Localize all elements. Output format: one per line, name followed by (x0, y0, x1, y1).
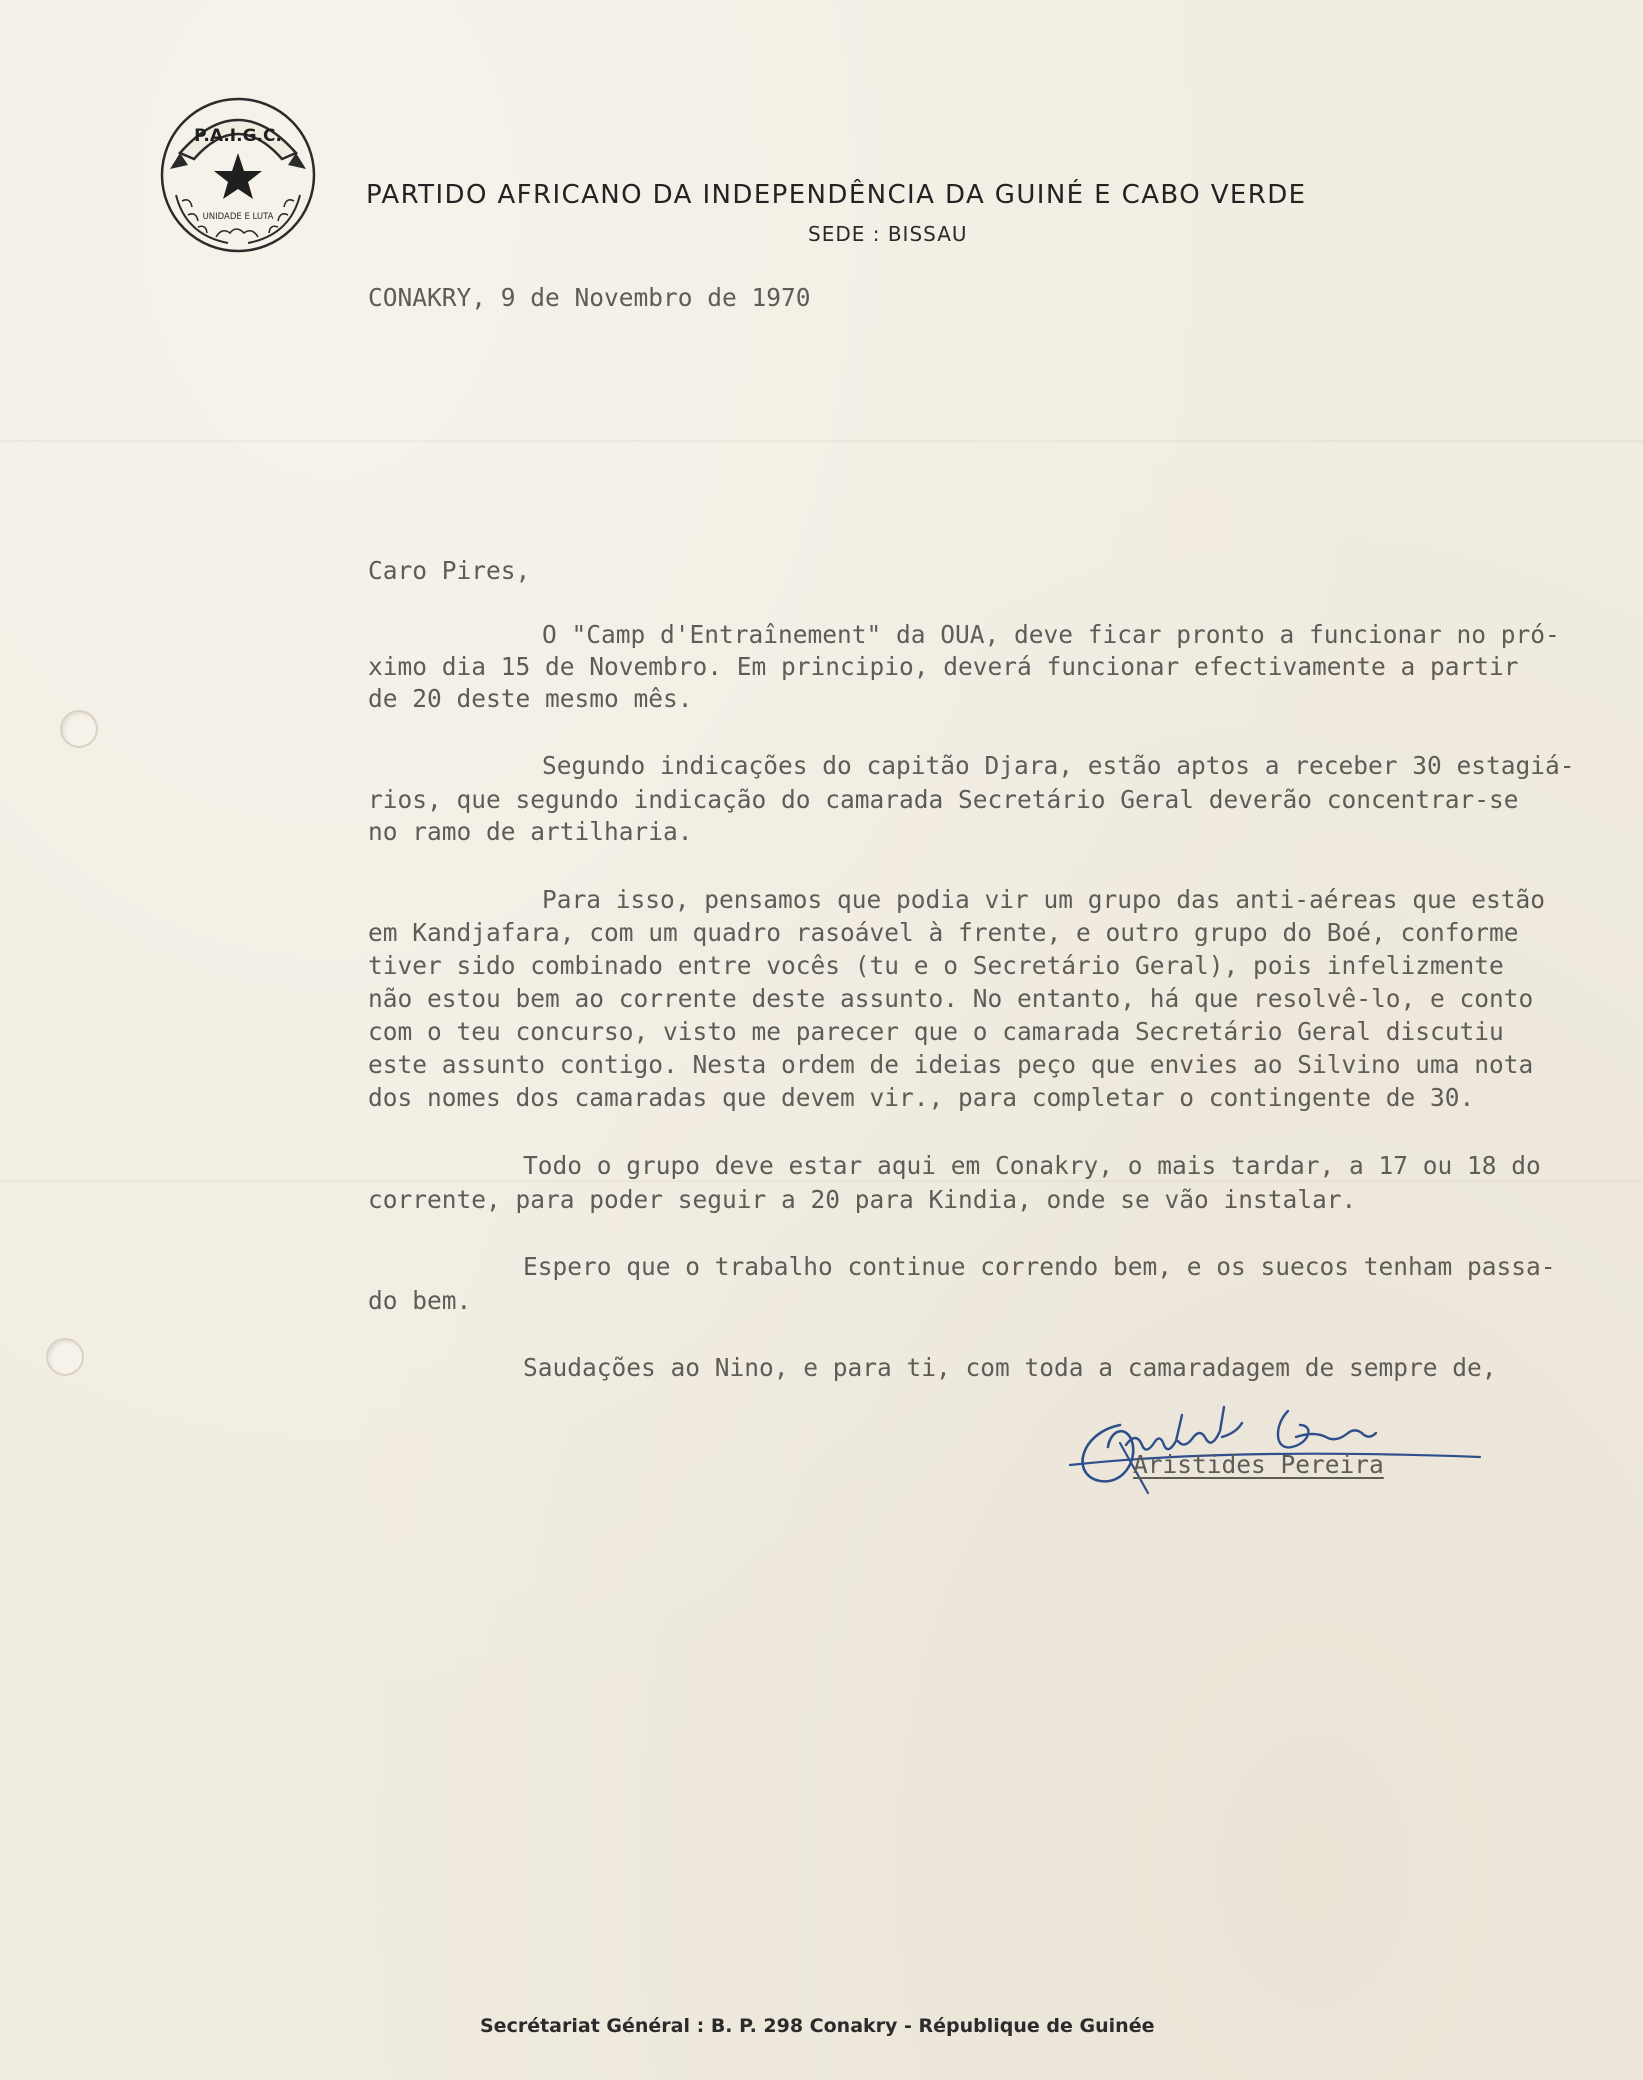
body-line: com o teu concurso, visto me parecer que o camarada Secretário Geral discutiu (368, 1017, 1504, 1046)
body-line: Todo o grupo deve estar aqui em Conakry, o mais tardar, a 17 ou 18 do (523, 1151, 1541, 1180)
body-line: dos nomes dos camaradas que devem vir., para completar o contingente de 30. (368, 1083, 1475, 1112)
star-icon (214, 153, 262, 199)
letter-date: CONAKRY, 9 de Novembro de 1970 (368, 283, 811, 312)
footer-address: Secrétariat Général : B. P. 298 Conakry - République de Guinée (480, 2015, 1155, 2037)
party-seat: SEDE : BISSAU (808, 222, 968, 246)
paper-fold (0, 440, 1643, 442)
punch-hole (46, 1338, 84, 1376)
body-line: em Kandjafara, com um quadro rasoável à frente, e outro grupo do Boé, conforme (368, 918, 1519, 947)
emblem-acronym: P.A.I.G.C. (194, 126, 282, 146)
body-line: tiver sido combinado entre vocês (tu e o Secretário Geral), pois infelizmente (368, 951, 1504, 980)
body-line: corrente, para poder seguir a 20 para Kindia, onde se vão instalar. (368, 1185, 1357, 1214)
body-line: este assunto contigo. Nesta ordem de ideias peço que envies ao Silvino uma nota (368, 1050, 1534, 1079)
signer-name: Aristides Pereira (1133, 1450, 1384, 1479)
closing-line: Saudações ao Nino, e para ti, com toda a camaradagem de sempre de, (523, 1353, 1497, 1382)
body-line: Espero que o trabalho continue correndo bem, e os suecos tenham passa- (523, 1252, 1556, 1281)
paigc-emblem-logo (158, 95, 318, 255)
punch-hole (60, 710, 98, 748)
body-line: ximo dia 15 de Novembro. Em principio, deverá funcionar efectivamente a partir (368, 652, 1519, 681)
body-line: não estou bem ao corrente deste assunto. No entanto, há que resolvê-lo, e conto (368, 984, 1534, 1013)
body-line: no ramo de artilharia. (368, 817, 693, 846)
party-name-heading: PARTIDO AFRICANO DA INDEPENDÊNCIA DA GUINÉ E CABO VERDE (366, 180, 1307, 210)
body-line: rios, que segundo indicação do camarada Secretário Geral deverão concentrar-se (368, 785, 1519, 814)
body-line: O "Camp d'Entraînement" da OUA, deve ficar pronto a funcionar no pró- (542, 620, 1560, 649)
body-line: Para isso, pensamos que podia vir um grupo das anti-aéreas que estão (542, 885, 1546, 914)
body-line: de 20 deste mesmo mês. (368, 684, 693, 713)
body-line: do bem. (368, 1286, 472, 1315)
emblem-motto: UNIDADE E LUTA (202, 212, 274, 222)
body-line: Segundo indicações do capitão Djara, estão aptos a receber 30 estagiá- (542, 751, 1575, 780)
salutation: Caro Pires, (368, 556, 531, 585)
